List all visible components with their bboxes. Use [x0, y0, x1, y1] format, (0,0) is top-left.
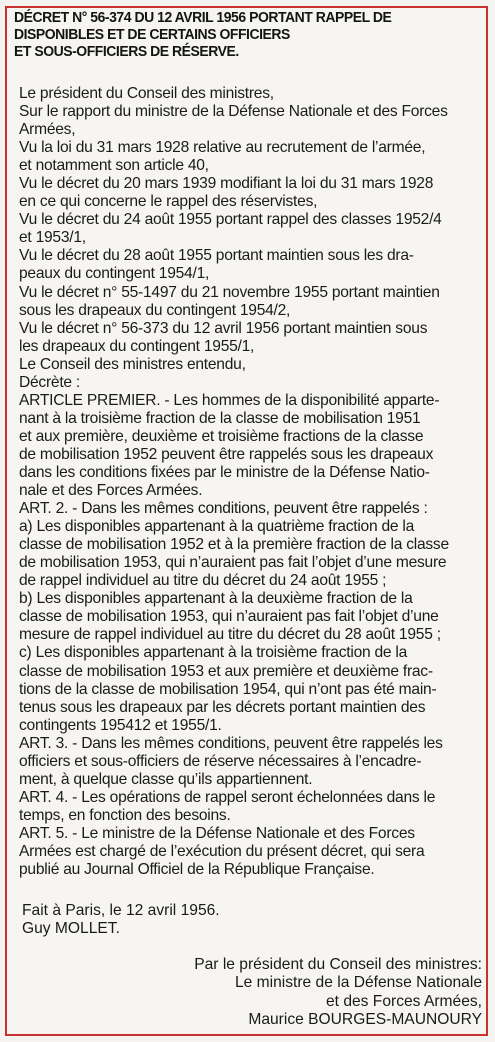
body-line: et notamment son article 40, — [19, 157, 209, 175]
title-line: ET SOUS-OFFICIERS DE RÉSERVE. — [14, 43, 239, 60]
body-line: Vu le décret n° 55-1497 du 21 novembre 1955 portant maintien — [19, 283, 440, 301]
body-line: classe de mobilisation 1952 et à la première fraction de la classe — [19, 536, 449, 554]
body-line: de mobilisation 1952 peuvent être rappelés sous les drapeaux — [19, 445, 434, 463]
body-line: ART. 2. - Dans les mêmes conditions, peuvent être rappelés : — [19, 500, 428, 518]
body-line: tions de la classe de mobilisation 1954, qui n’ont pas été main- — [19, 680, 437, 698]
body-line: ART. 3. - Dans les mêmes conditions, peuvent être rappelés les — [19, 734, 443, 752]
body-line: peaux du contingent 1954/1, — [19, 265, 210, 283]
body-line: sous les drapeaux du contingent 1954/2, — [19, 301, 291, 319]
body-line: b) Les disponibles appartenant à la deuxième fraction de la — [19, 590, 413, 608]
body-line: et 1953/1, — [19, 229, 86, 247]
countersign-line: Par le président du Conseil des ministres: — [194, 956, 482, 973]
body-line: les drapeaux du contingent 1955/1, — [19, 337, 255, 355]
body-line: temps, en fonction des besoins. — [19, 806, 231, 824]
body-line: de rappel individuel au titre du décret du 24 août 1955 ; — [19, 572, 387, 590]
countersign-line: Le ministre de la Défense Nationale — [234, 974, 482, 992]
decree-title — [14, 9, 446, 60]
decree-body — [19, 85, 487, 879]
body-line: ART. 5. - Le ministre de la Défense Nationale et des Forces — [19, 824, 415, 842]
body-line: Le président du Conseil des ministres, — [19, 85, 274, 102]
countersign-line: et des Forces Armées, — [326, 992, 482, 1010]
body-line: Vu la loi du 31 mars 1928 relative au recrutement de l’armée, — [19, 139, 426, 157]
signature-date: Fait à Paris, le 12 avril 1956. — [22, 902, 220, 919]
body-line: tenus sous les drapeaux par les décrets portant maintien des — [19, 698, 426, 716]
body-line: dans les conditions fixées par le ministre de la Défense Natio- — [19, 463, 430, 481]
body-line: ment, à quelque classe qu’ils appartiennent. — [19, 770, 313, 788]
body-line: c) Les disponibles appartenant à la troisième fraction de la — [19, 644, 408, 662]
body-line: ART. 4. - Les opérations de rappel seront échelonnées dans le — [19, 788, 436, 806]
signature-block-left — [22, 902, 220, 939]
body-line: Armées, — [19, 121, 76, 139]
body-line: Vu le décret du 28 août 1955 portant maintien sous les dra- — [19, 247, 414, 265]
body-line: Vu le décret du 24 août 1955 portant rappel des classes 1952/4 — [19, 211, 442, 229]
body-line: et aux première, deuxième et troisième fractions de la classe — [19, 427, 424, 445]
signature-name: Guy MOLLET. — [22, 920, 120, 938]
body-line: ARTICLE PREMIER. - Les hommes de la disponibilité apparte- — [19, 391, 440, 409]
signature-block-right — [194, 956, 482, 1030]
body-line: contingents 195412 et 1955/1. — [19, 716, 222, 734]
body-line: Vu le décret du 20 mars 1939 modifiant la loi du 31 mars 1928 — [19, 175, 434, 193]
body-line: classe de mobilisation 1953 et aux première et deuxième frac- — [19, 662, 433, 680]
body-line: a) Les disponibles appartenant à la quatrième fraction de la — [19, 518, 415, 536]
body-line: en ce qui concerne le rappel des réservistes, — [19, 193, 318, 211]
body-line: nant à la troisième fraction de la classe de mobilisation 1951 — [19, 409, 421, 427]
body-line: nale et des Forces Armées. — [19, 482, 203, 500]
body-line: Vu le décret n° 56-373 du 12 avril 1956 portant maintien sous — [19, 319, 428, 337]
body-line: de mobilisation 1953, qui n’auraient pas fait l’objet d’une mesure — [19, 554, 447, 572]
countersign-name: Maurice BOURGES-MAUNOURY — [248, 1011, 482, 1029]
body-line: Le Conseil des ministres entendu, — [19, 355, 246, 373]
title-line: DÉCRET N° 56-374 DU 12 AVRIL 1956 PORTANT RAPPEL DE — [14, 9, 392, 26]
body-line: officiers et sous-officiers de réserve nécessaires à l’encadre- — [19, 752, 422, 770]
body-line: publié au Journal Officiel de la République Française. — [19, 861, 375, 879]
body-line: classe de mobilisation 1953, qui n’auraient pas fait l’objet d’une — [19, 608, 439, 626]
body-line: Sur le rapport du ministre de la Défense Nationale et des Forces — [19, 103, 448, 121]
title-line: DISPONIBLES ET DE CERTAINS OFFICIERS — [14, 26, 290, 43]
body-line: Décrète : — [19, 373, 81, 391]
body-line: Armées est chargé de l’exécution du présent décret, qui sera — [19, 842, 425, 860]
body-line: mesure de rappel individuel au titre du décret du 28 août 1955 ; — [19, 626, 441, 644]
